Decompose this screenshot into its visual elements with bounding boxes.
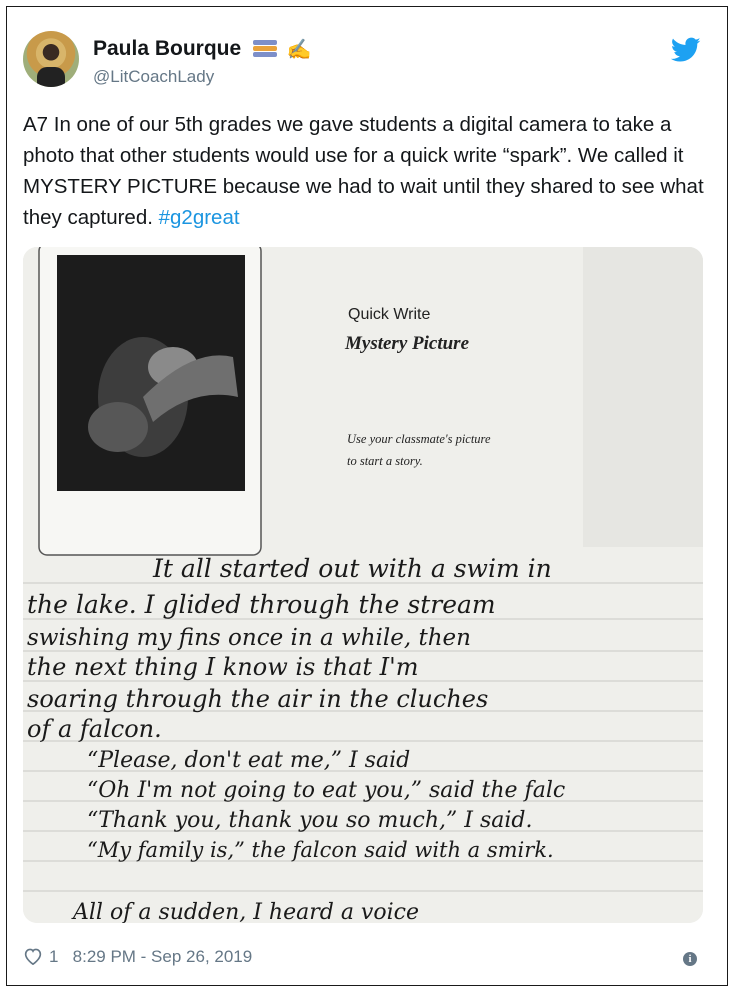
books-icon (253, 39, 279, 61)
hashtag-link[interactable]: #g2great (158, 206, 240, 229)
author-name[interactable] (93, 37, 312, 62)
author-name-text[interactable]: Paula Bourque (93, 37, 242, 61)
author-handle[interactable]: @LitCoachLady (93, 67, 215, 86)
handwriting-line: “Thank you, thank you so much,” I said. (87, 808, 533, 833)
timestamp[interactable]: 8:29 PM - Sep 26, 2019 (72, 947, 253, 966)
attached-photo[interactable] (23, 247, 703, 923)
handwriting-line: of a falcon. (27, 715, 162, 743)
tweet-card (6, 6, 728, 986)
avatar[interactable] (23, 31, 79, 87)
info-icon[interactable]: i (683, 952, 697, 966)
handwriting-line: “Oh I'm not going to eat you,” said the falc (87, 778, 566, 803)
handwriting-line: All of a sudden, I heard a voice (73, 900, 419, 923)
writing-hand-icon: ✍ (286, 39, 312, 61)
handwriting-line: soaring through the air in the cluches (27, 685, 489, 713)
handwriting-line: “Please, don't eat me,” I said (87, 748, 411, 773)
worksheet-photo-svg (23, 247, 703, 923)
tweet-footer (23, 947, 252, 967)
handwriting-line: the lake. I glided through the stream (27, 590, 496, 619)
heart-icon[interactable] (23, 947, 43, 965)
handwriting-line: swishing my fins once in a while, then (27, 625, 471, 651)
quick-write-label: Quick Write (348, 306, 431, 323)
handwriting-line: It all started out with a swim in (153, 554, 552, 583)
prompt-line-2: to start a story. (347, 454, 423, 468)
prompt-line-1: Use your classmate's picture (347, 432, 491, 446)
handwriting-line: “My family is,” the falcon said with a smirk. (87, 838, 554, 862)
twitter-bird-icon[interactable] (671, 37, 701, 63)
tweet-text (23, 109, 713, 233)
mystery-picture-title: Mystery Picture (345, 333, 470, 354)
like-count[interactable]: 1 (49, 947, 59, 966)
tweet-body: A7 In one of our 5th grades we gave students a digital camera to take a photo that other students would use for a quick write “spark”. We called it MYSTERY PICTURE because we had to wait until they shared to see what they captured. (23, 113, 704, 229)
handwriting-line: the next thing I know is that I'm (27, 653, 419, 681)
